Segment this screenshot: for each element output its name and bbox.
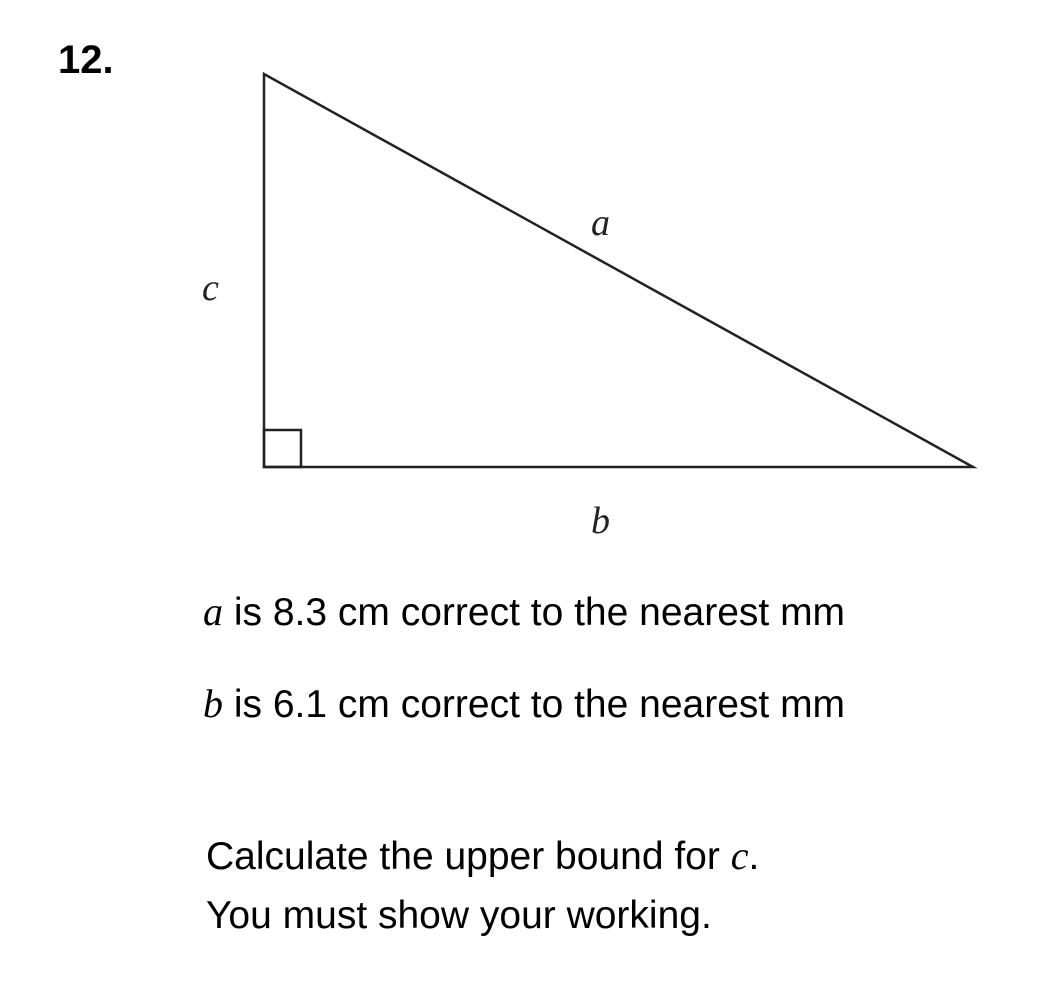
statement-a	[203, 589, 846, 634]
task-line-1-prefix: Calculate the upper bound for	[206, 835, 731, 878]
side-label-c: c	[202, 267, 219, 309]
statement-b-text: is 6.1 cm correct to the nearest mm	[223, 683, 846, 726]
statement-b-variable: b	[203, 681, 223, 726]
side-label-a: a	[591, 202, 610, 244]
side-label-b: b	[591, 500, 610, 542]
task-line-1	[206, 833, 760, 878]
triangle-outline	[264, 74, 973, 467]
task-line-1-suffix: .	[748, 835, 760, 878]
task-line-2: You must show your working.	[206, 894, 712, 937]
right-angle-marker	[264, 430, 301, 467]
statement-b	[203, 681, 846, 726]
question-number: 12.	[58, 38, 114, 82]
statement-a-variable: a	[203, 589, 223, 634]
statement-a-text: is 8.3 cm correct to the nearest mm	[223, 591, 846, 634]
task-variable-c: c	[730, 833, 749, 878]
